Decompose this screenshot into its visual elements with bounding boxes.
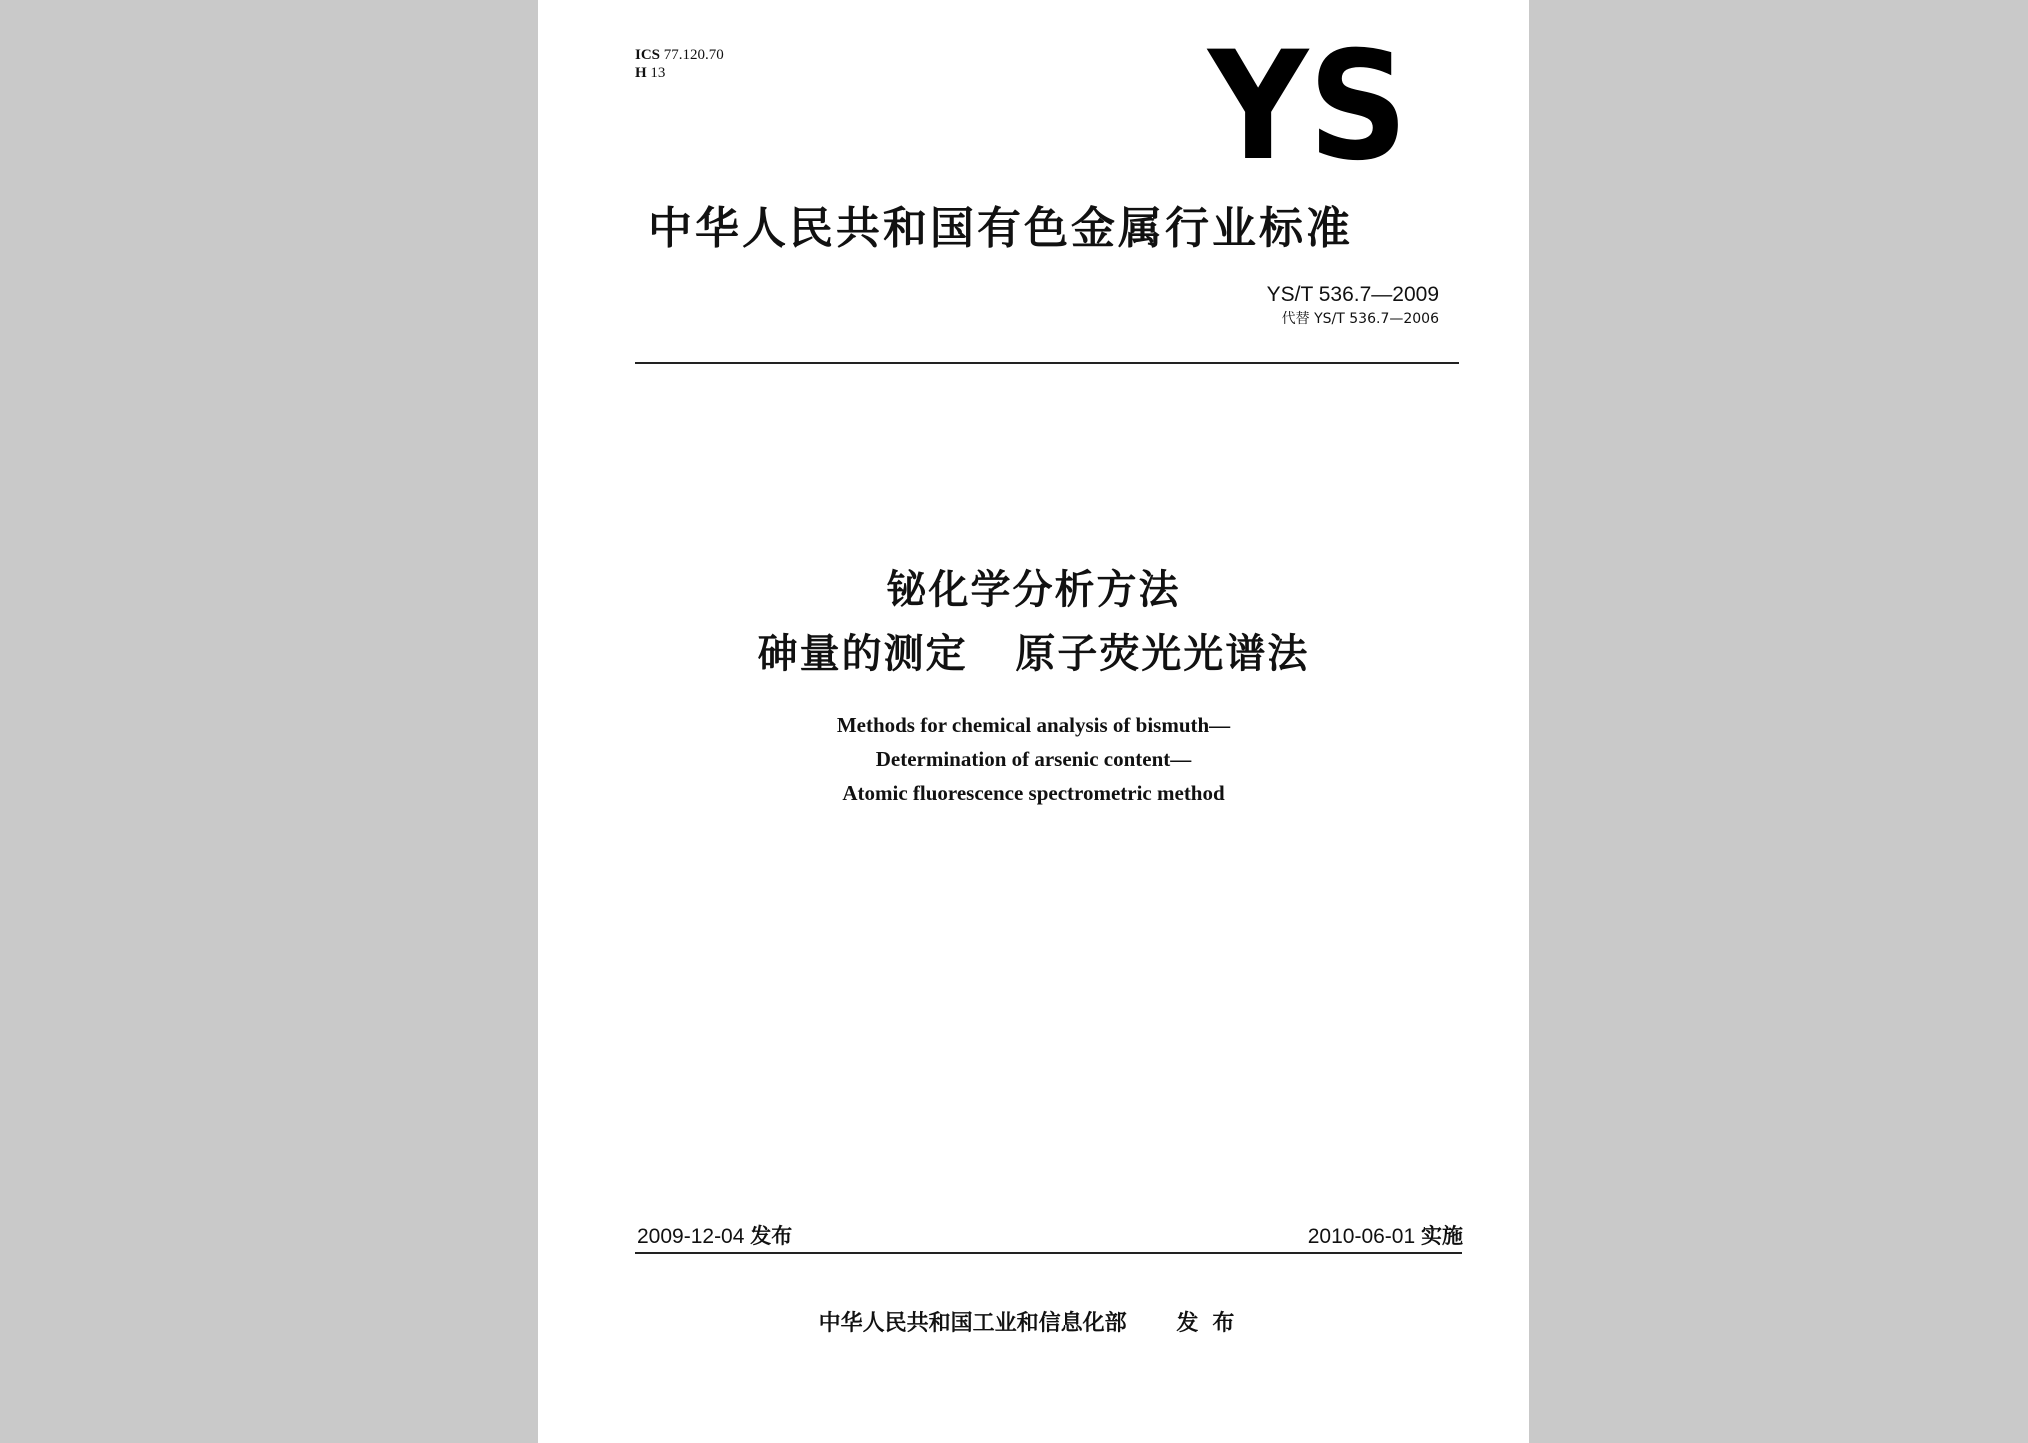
english-title-line-1: Methods for chemical analysis of bismuth— [836, 713, 1231, 737]
implementation-date-value: 2010-06-01 [1307, 1225, 1416, 1248]
english-title-line-2: Determination of arsenic content— [875, 747, 1192, 771]
class-code [635, 64, 724, 82]
standard-number-text: YS/T 536.7—2009 [1266, 283, 1439, 306]
ics-label: ICS [635, 47, 661, 63]
implementation-date [1308, 1220, 1463, 1250]
issue-date-suffix: 发布 [750, 1224, 793, 1248]
footer-divider [635, 1252, 1462, 1254]
implementation-date-suffix: 实施 [1421, 1224, 1463, 1248]
replaces-standard: 代替 YS/T 536.7—2006 [1281, 311, 1439, 327]
logo-text: YS [1206, 30, 1408, 180]
issue-date [637, 1220, 792, 1250]
class-label: H [635, 65, 647, 81]
class-value: 13 [650, 65, 666, 81]
issue-date-value: 2009-12-04 [637, 1225, 745, 1248]
chinese-title-line-1: 铋化学分析方法 [886, 567, 1181, 613]
publisher-name: 中华人民共和国工业和信息化部 [818, 1311, 1127, 1336]
classification-codes [635, 46, 724, 82]
standard-number [1267, 283, 1439, 307]
publisher-action: 发布 [1176, 1311, 1249, 1336]
chinese-title-line-2: 砷量的测定 原子荧光光谱法 [757, 631, 1310, 677]
ys-logo [1203, 30, 1413, 180]
header-divider [635, 362, 1459, 364]
publisher [538, 1306, 1529, 1337]
ics-value: 77.120.70 [663, 47, 724, 63]
english-title-line-3: Atomic fluorescence spectrometric method [842, 781, 1225, 805]
document-page [538, 0, 1529, 1443]
ics-code [635, 46, 724, 64]
standard-category-title: 中华人民共和国有色金属行业标准 [648, 203, 1353, 254]
